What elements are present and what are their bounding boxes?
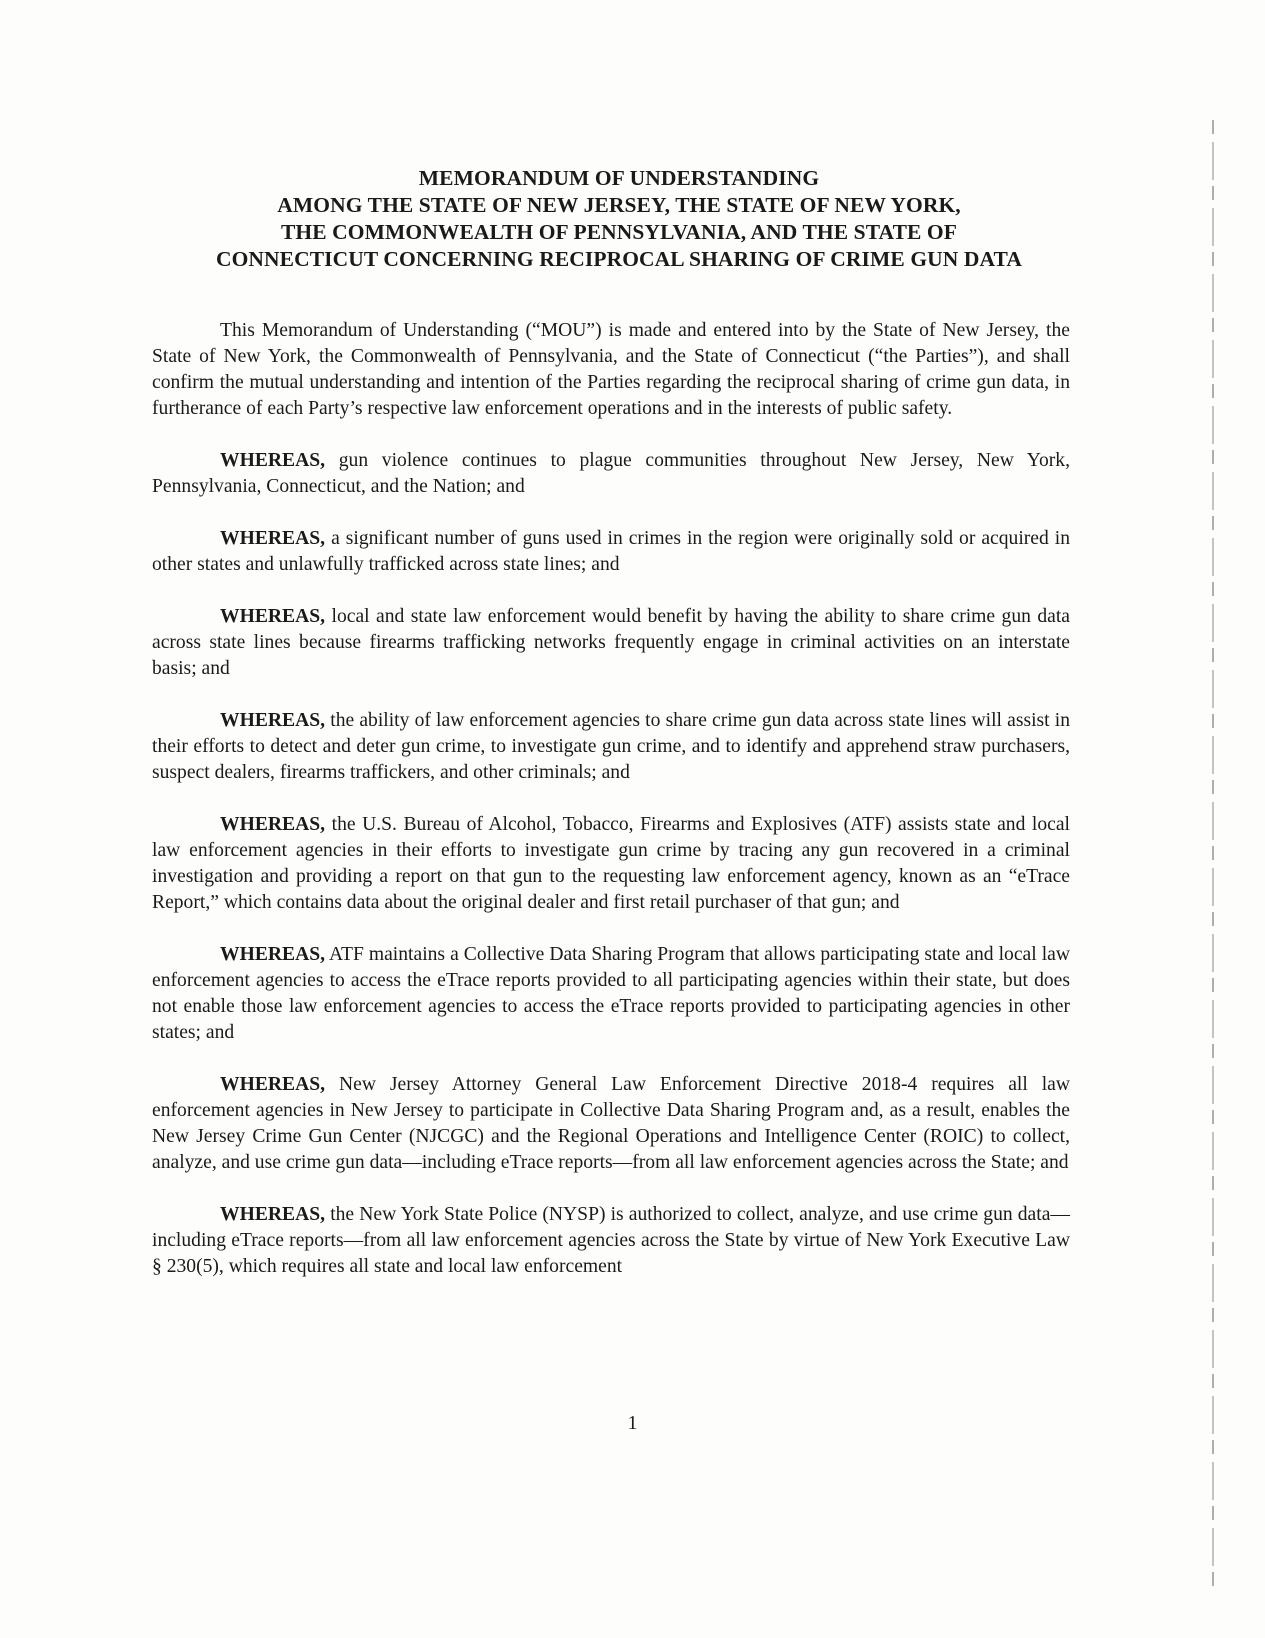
- whereas-keyword: WHEREAS,: [220, 710, 326, 731]
- whereas-keyword: WHEREAS,: [220, 944, 326, 965]
- whereas-paragraph-7: [152, 1072, 1070, 1176]
- intro-paragraph: This Memorandum of Understanding (“MOU”) is made and entered into by the State of New Jersey, the State of New York, the Commonwealth of Pennsylvania, and the State of Connecticut (“the Parties”), and shall confirm the mutual understanding and intention of the Parties regarding the reciprocal sharing of crime gun data, in furtherance of each Party’s respective law enforcement operations and in the interests of public safety.: [152, 320, 1070, 419]
- page-number: 1: [627, 1412, 638, 1434]
- whereas-text: the New York State Police (NYSP) is authorized to collect, analyze, and use crime gun data—including eTrace reports—from all law enforcement agencies across the State by virtue of New York Executive Law § 230(5), which requires all state and local law enforcement: [152, 1204, 1070, 1277]
- whereas-paragraph-5: [152, 812, 1070, 916]
- whereas-paragraph-1: [152, 448, 1070, 500]
- document-body: [152, 318, 1070, 1306]
- whereas-text: ATF maintains a Collective Data Sharing Program that allows participating state and local law enforcement agencies to access the eTrace reports provided to all participating agencies within their state, but does not enable those law enforcement agencies to access the eTrace reports provided to participating agencies in other states; and: [152, 944, 1070, 1043]
- whereas-text: gun violence continues to plague communities throughout New Jersey, New York, Pennsylvania, Connecticut, and the Nation; and: [152, 450, 1070, 497]
- title-line-4: CONNECTICUT CONCERNING RECIPROCAL SHARING OF CRIME GUN DATA: [215, 247, 1023, 271]
- whereas-keyword: WHEREAS,: [220, 606, 326, 627]
- whereas-paragraph-6: [152, 942, 1070, 1046]
- whereas-text: local and state law enforcement would benefit by having the ability to share crime gun data across state lines because firearms trafficking networks frequently engage in criminal activities on an interstate basis; and: [152, 606, 1070, 679]
- whereas-keyword: WHEREAS,: [220, 814, 326, 835]
- document-title: [140, 165, 1098, 273]
- whereas-paragraph-4: [152, 708, 1070, 786]
- whereas-keyword: WHEREAS,: [220, 1074, 326, 1095]
- title-line-2: AMONG THE STATE OF NEW JERSEY, THE STATE OF NEW YORK,: [277, 193, 961, 217]
- whereas-text: the U.S. Bureau of Alcohol, Tobacco, Firearms and Explosives (ATF) assists state and local law enforcement agencies in their efforts to investigate gun crime by tracing any gun recovered in a criminal investigation and providing a report on that gun to the requesting law enforcement agency, known as an “eTrace Report,” which contains data about the original dealer and first retail purchaser of that gun; and: [152, 814, 1070, 913]
- scan-edge-artifact: [1212, 120, 1214, 1590]
- whereas-keyword: WHEREAS,: [220, 528, 326, 549]
- whereas-paragraph-3: [152, 604, 1070, 682]
- whereas-text: New Jersey Attorney General Law Enforcement Directive 2018-4 requires all law enforcement agencies in New Jersey to participate in Collective Data Sharing Program and, as a result, enables the New Jersey Crime Gun Center (NJCGC) and the Regional Operations and Intelligence Center (ROIC) to collect, analyze, and use crime gun data—including eTrace reports—from all law enforcement agencies across the State; and: [152, 1074, 1071, 1173]
- whereas-keyword: WHEREAS,: [220, 1204, 326, 1225]
- title-line-3: THE COMMONWEALTH OF PENNSYLVANIA, AND THE STATE OF: [280, 220, 957, 244]
- whereas-paragraph-2: [152, 526, 1070, 578]
- whereas-keyword: WHEREAS,: [220, 450, 326, 471]
- whereas-text: the ability of law enforcement agencies to share crime gun data across state lines will assist in their efforts to detect and deter gun crime, to investigate gun crime, and to identify and apprehend straw purchasers, suspect dealers, firearms traffickers, and other criminals; and: [152, 710, 1070, 783]
- whereas-text: a significant number of guns used in crimes in the region were originally sold or acquired in other states and unlawfully trafficked across state lines; and: [152, 528, 1071, 575]
- whereas-paragraph-8: [152, 1202, 1070, 1280]
- title-line-1: MEMORANDUM OF UNDERSTANDING: [418, 166, 820, 190]
